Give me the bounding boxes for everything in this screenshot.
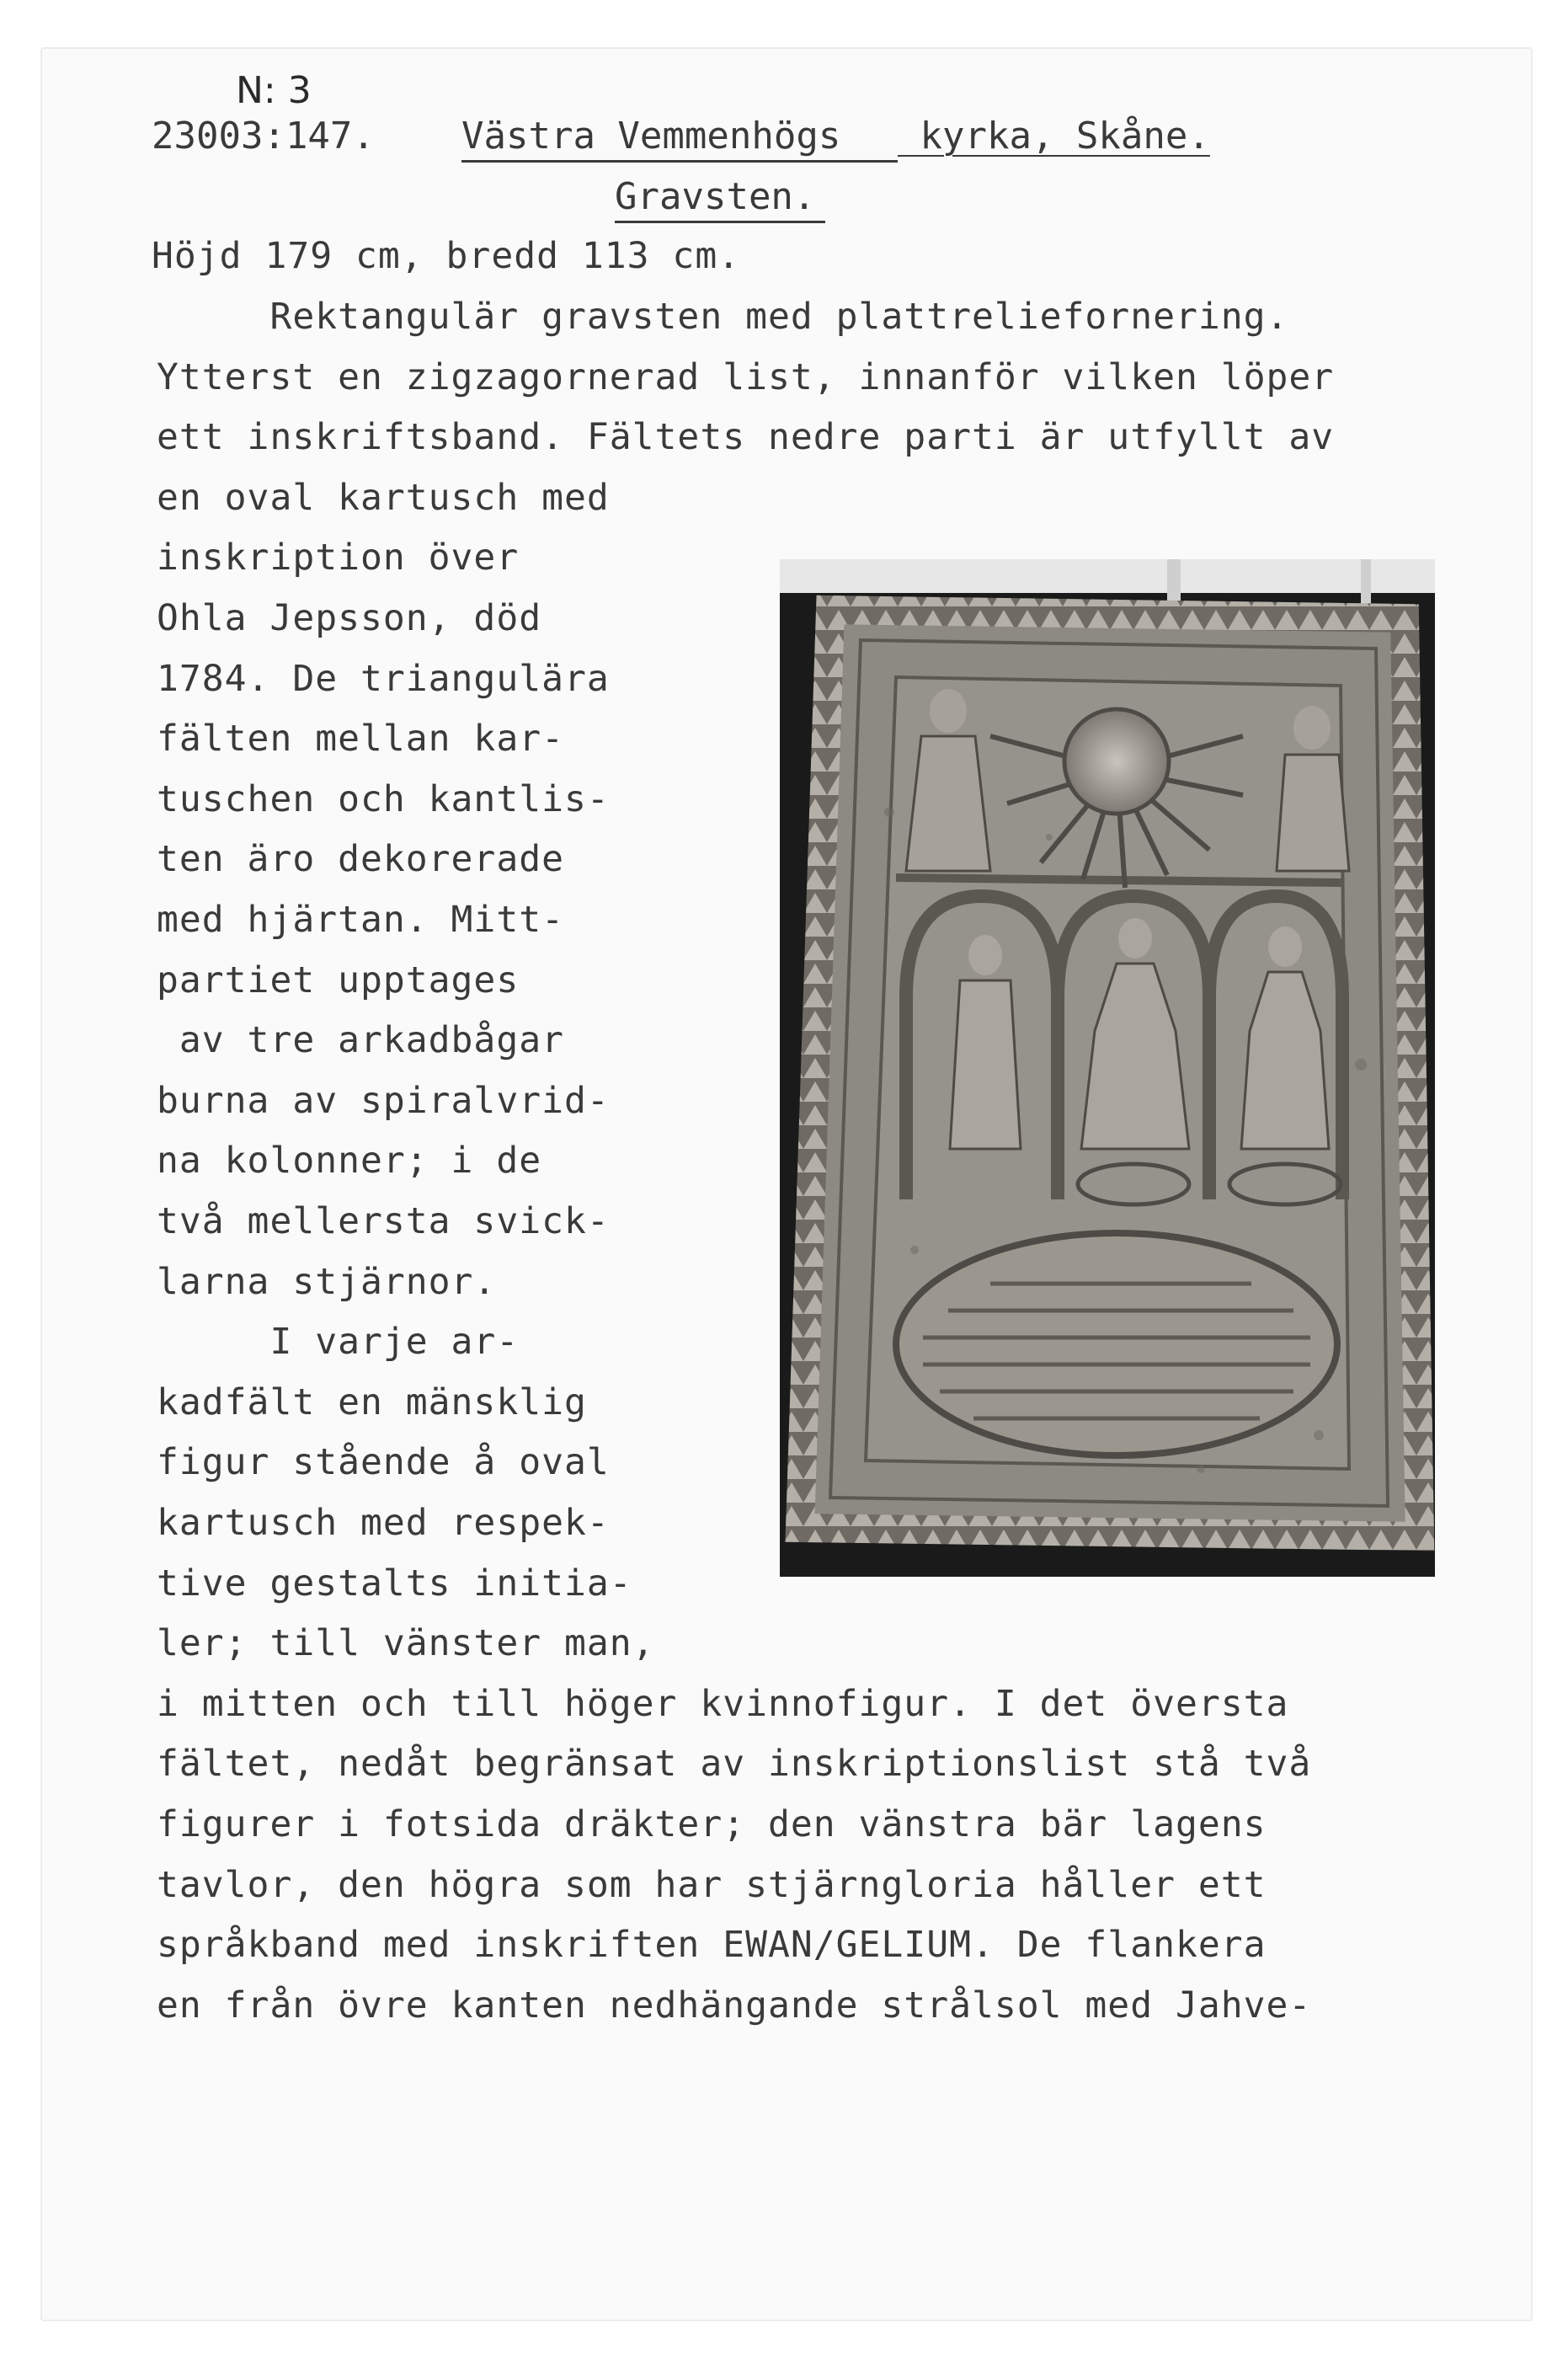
location-title-tail: kyrka, Skåne. xyxy=(898,115,1210,158)
body-line: 1784. De triangulära xyxy=(157,658,610,700)
body-line: na kolonner; i de xyxy=(157,1140,542,1182)
body-line: I varje ar- xyxy=(157,1321,520,1363)
body-line: figurer i fotsida dräkter; den vänstra bär lagens xyxy=(157,1803,1267,1845)
body-line: språkband med inskriften EWAN/GELIUM. De flankera xyxy=(157,1924,1267,1966)
body-line: ett inskriftsband. Fältets nedre parti är utfyllt av xyxy=(157,416,1335,458)
handwritten-number: N: 3 xyxy=(236,69,312,112)
subtitle-underline xyxy=(615,221,825,223)
body-line: Ytterst en zigzagornerad list, innanför vilken löper xyxy=(157,356,1335,398)
body-line: i mitten och till höger kvinnofigur. I det översta xyxy=(157,1683,1289,1725)
body-line: med hjärtan. Mitt- xyxy=(157,899,564,941)
measurements: Höjd 179 cm, bredd 113 cm. xyxy=(152,235,741,277)
gravestone-photo-icon xyxy=(780,559,1435,1577)
catalog-number: 23003:147. xyxy=(152,115,375,158)
body-line: fälten mellan kar- xyxy=(157,718,564,760)
body-line: fältet, nedåt begränsat av inskriptionslist stå två xyxy=(157,1743,1312,1785)
body-line: partiet upptages xyxy=(157,959,520,1001)
body-line: Rektangulär gravsten med plattreliefornering. xyxy=(157,296,1289,338)
body-line: ler; till vänster man, xyxy=(157,1622,655,1664)
body-line: burna av spiralvrid- xyxy=(157,1080,610,1122)
body-line: larna stjärnor. xyxy=(157,1261,497,1303)
body-line: en från övre kanten nedhängande strålsol med Jahve- xyxy=(157,1984,1312,2027)
body-line: av tre arkadbågar xyxy=(157,1019,564,1061)
body-line: tive gestalts initia- xyxy=(157,1562,632,1605)
body-line: kartusch med respek- xyxy=(157,1502,610,1544)
body-line: en oval kartusch med xyxy=(157,477,610,519)
body-line: Ohla Jepsson, död xyxy=(157,597,542,639)
body-line: ten äro dekorerade xyxy=(157,838,564,880)
gravestone-photo xyxy=(780,559,1435,1577)
body-line: figur stående å oval xyxy=(157,1441,610,1483)
body-line: inskription över xyxy=(157,537,520,579)
location-title: Västra Vemmenhögs xyxy=(461,115,841,158)
body-line: kadfält en mänsklig xyxy=(157,1381,587,1423)
document-subtitle: Gravsten. xyxy=(615,175,816,218)
location-underline xyxy=(461,160,898,163)
body-line: tuschen och kantlis- xyxy=(157,778,610,820)
body-line: tavlor, den högra som har stjärngloria håller ett xyxy=(157,1864,1267,1906)
body-line: två mellersta svick- xyxy=(157,1200,610,1242)
